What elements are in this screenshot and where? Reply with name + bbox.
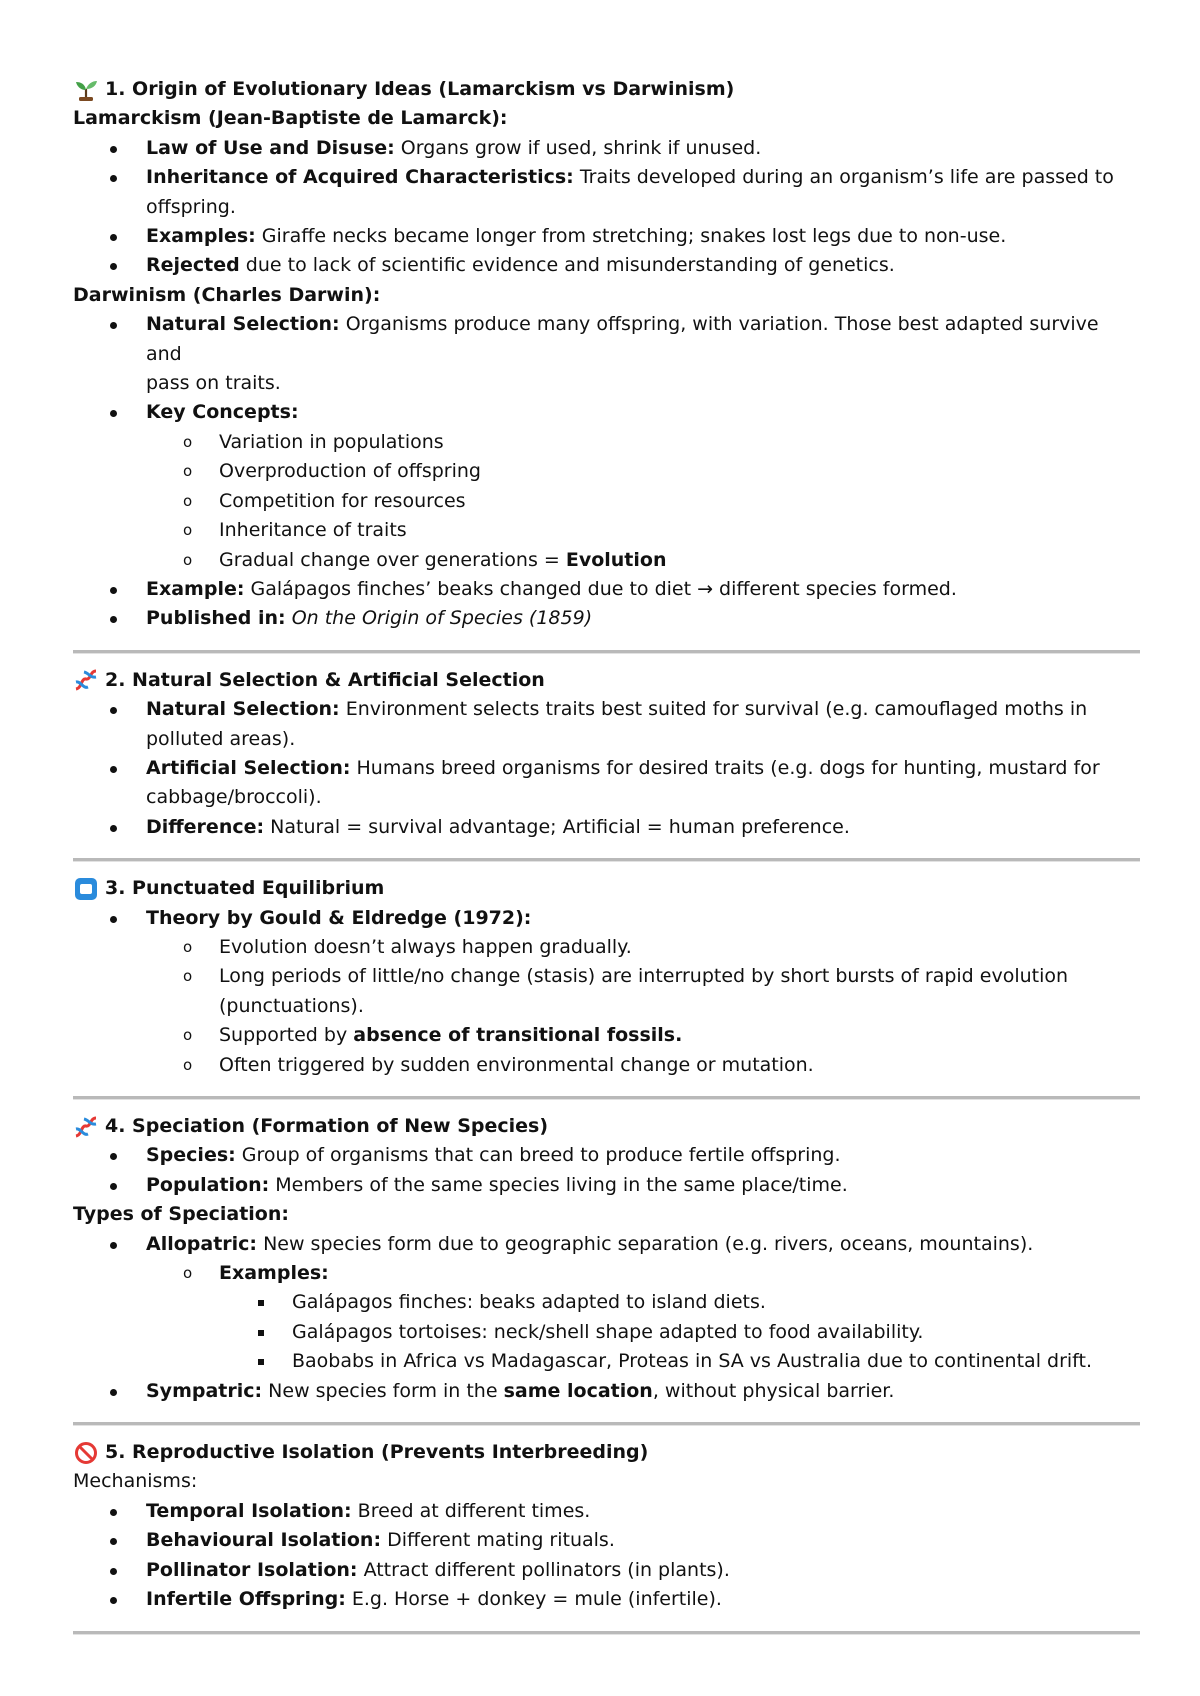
divider: [73, 1096, 1140, 1100]
darwinism-heading: Darwinism (Charles Darwin):: [73, 283, 381, 306]
stop-button-icon: [73, 877, 99, 901]
section-2-title: [73, 666, 1140, 695]
section-title-text: 5. Reproductive Isolation (Prevents Interbreeding): [105, 1441, 649, 1464]
list-item: Law of Use and Disuse: Organs grow if used, shrink if unused.: [73, 134, 1140, 163]
list-item: Infertile Offspring: E.g. Horse + donkey = mule (infertile).: [73, 1585, 1140, 1614]
types-heading: Types of Speciation:: [73, 1203, 289, 1226]
list-item: Key Concepts:: [73, 398, 1140, 427]
sub-list-item: o Variation in populations: [183, 430, 444, 453]
selection-list: [73, 695, 1140, 842]
lamarckism-list: [73, 134, 1140, 281]
sub-list-item: o Gradual change over generations = Evolution: [183, 548, 667, 571]
section-title-text: 3. Punctuated Equilibrium: [105, 877, 385, 900]
list-item: Sympatric: New species form in the same location, without physical barrier.: [73, 1377, 1140, 1406]
section-title-text: 1. Origin of Evolutionary Ideas (Lamarckism vs Darwinism): [105, 78, 735, 100]
list-item: Species: Group of organisms that can breed to produce fertile offspring.: [73, 1141, 1140, 1170]
sub-sub-list-item: Galápagos finches: beaks adapted to island diets.: [73, 1288, 1140, 1317]
list-item: Difference: Natural = survival advantage; Artificial = human preference.: [73, 813, 1140, 842]
divider: [73, 1631, 1140, 1635]
list-item: Behavioural Isolation: Different mating rituals.: [73, 1526, 1140, 1555]
list-item: Published in: On the Origin of Species (1859): [73, 604, 1140, 633]
divider: [73, 650, 1140, 654]
section-1-title: [73, 75, 1140, 104]
section-4-title: [73, 1112, 1140, 1141]
list-item: Artificial Selection: Humans breed organisms for desired traits (e.g. dogs for hunting, mustard for cabbage/broccoli).: [73, 754, 1140, 813]
sub-list-item: o Often triggered by sudden environmental change or mutation.: [183, 1053, 814, 1076]
punctuated-list: [73, 904, 1140, 1080]
list-item: Rejected due to lack of scientific evidence and misunderstanding of genetics.: [73, 251, 1140, 280]
list-item: Theory by Gould & Eldredge (1972):: [73, 904, 1140, 933]
speciation-types: [73, 1230, 1140, 1406]
sub-sub-list-item: Galápagos tortoises: neck/shell shape adapted to food availability.: [73, 1318, 1140, 1347]
sub-list-item: o Long periods of little/no change (stasis) are interrupted by short bursts of rapid evolution (punctuations).: [183, 965, 1069, 1017]
list-item: Natural Selection: Organisms produce many offspring, with variation. Those best adapted survive and pass on traits.: [73, 310, 1140, 398]
list-item: Example: Galápagos finches’ beaks changed due to diet → different species formed.: [73, 575, 1140, 604]
dna-icon: [73, 668, 99, 692]
list-item: Inheritance of Acquired Characteristics: Traits developed during an organism’s life are passed to offspring.: [73, 163, 1140, 222]
dna-icon: [73, 1115, 99, 1139]
divider: [73, 858, 1140, 862]
sub-list-item: o Examples:: [183, 1262, 329, 1285]
sub-sub-list-item: Baobabs in Africa vs Madagascar, Proteas in SA vs Australia due to continental drift.: [73, 1347, 1140, 1376]
sub-list-item: o Supported by absence of transitional fossils.: [183, 1024, 683, 1047]
speciation-defs: [73, 1141, 1140, 1200]
list-item: Allopatric: New species form due to geographic separation (e.g. rivers, oceans, mountains).: [73, 1230, 1140, 1259]
list-item: Pollinator Isolation: Attract different pollinators (in plants).: [73, 1556, 1140, 1585]
mechanisms-label: Mechanisms:: [73, 1470, 198, 1493]
section-5-title: [73, 1438, 1140, 1467]
sub-list-item: o Inheritance of traits: [183, 519, 407, 542]
lamarckism-heading: Lamarckism (Jean-Baptiste de Lamarck):: [73, 107, 508, 130]
prohibited-icon: [73, 1441, 99, 1465]
isolation-list: [73, 1497, 1140, 1615]
section-3-title: [73, 874, 1140, 903]
sub-list-item: o Evolution doesn’t always happen gradually.: [183, 935, 632, 958]
seedling-icon: [73, 78, 99, 102]
darwinism-list: [73, 310, 1140, 633]
list-item: Natural Selection: Environment selects traits best suited for survival (e.g. camouflaged moths in polluted areas).: [73, 695, 1140, 754]
list-item: Temporal Isolation: Breed at different times.: [73, 1497, 1140, 1526]
list-item: Population: Members of the same species living in the same place/time.: [73, 1171, 1140, 1200]
section-title-text: 4. Speciation (Formation of New Species): [105, 1115, 549, 1137]
list-item: Examples: Giraffe necks became longer from stretching; snakes lost legs due to non-use.: [73, 222, 1140, 251]
divider: [73, 1422, 1140, 1426]
sub-list-item: o Competition for resources: [183, 489, 466, 512]
sub-list-item: o Overproduction of offspring: [183, 460, 481, 483]
section-title-text: 2. Natural Selection & Artificial Selection: [105, 668, 545, 691]
